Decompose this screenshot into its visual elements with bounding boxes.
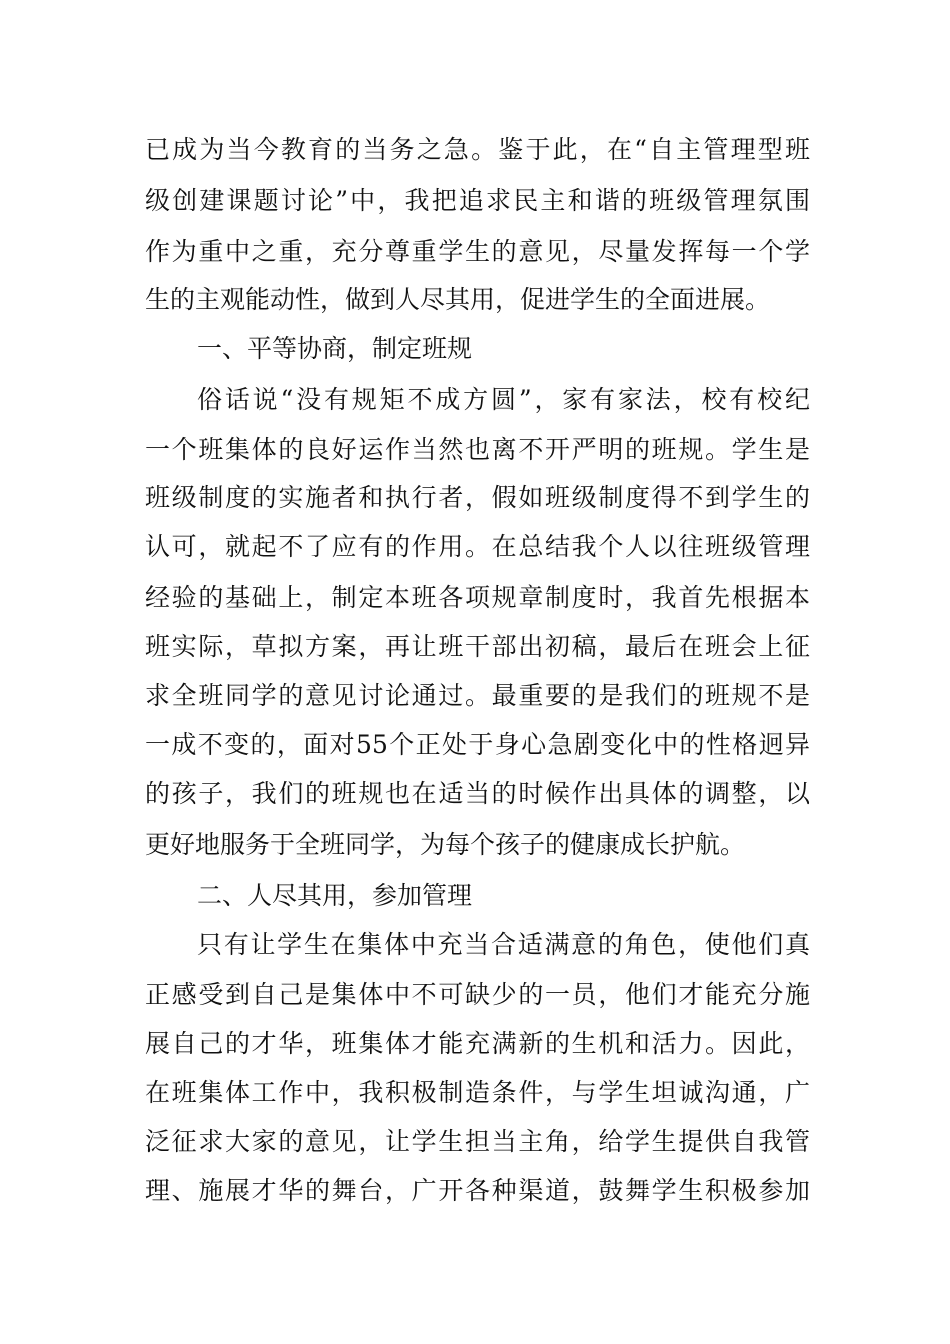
paragraph-line: 展自己的才华，班集体才能充满新的生机和活力。因此， bbox=[145, 1029, 810, 1058]
paragraph-line: 在班集体工作中，我积极制造条件，与学生坦诚沟通，广 bbox=[145, 1078, 810, 1107]
paragraph-line: 生的主观能动性，做到人尽其用，促进学生的全面进展。 bbox=[145, 285, 771, 314]
paragraph-line: 级创建课题讨论”中，我把追求民主和谐的班级管理氛围 bbox=[145, 186, 810, 215]
paragraph-line: 已成为当今教育的当务之急。鉴于此，在“自主管理型班 bbox=[145, 135, 810, 164]
paragraph-line: 泛征求大家的意见，让学生担当主角，给学生提供自我管 bbox=[145, 1127, 810, 1156]
paragraph-line: 的孩子，我们的班规也在适当的时候作出具体的调整，以 bbox=[145, 779, 810, 808]
paragraph-line: 只有让学生在集体中充当合适满意的角色，使他们真 bbox=[197, 930, 810, 959]
paragraph-line: 理、施展才华的舞台，广开各种渠道，鼓舞学生积极参加 bbox=[145, 1176, 810, 1205]
paragraph-line: 作为重中之重，充分尊重学生的意见，尽量发挥每一个学 bbox=[145, 237, 810, 266]
paragraph-line: 一个班集体的良好运作当然也离不开严明的班规。学生是 bbox=[145, 435, 810, 464]
paragraph-line: 班实际，草拟方案，再让班干部出初稿，最后在班会上征 bbox=[145, 632, 810, 661]
paragraph-line: 俗话说“没有规矩不成方圆”，家有家法，校有校纪 bbox=[197, 385, 810, 414]
paragraph-line: 正感受到自己是集体中不可缺少的一员，他们才能充分施 bbox=[145, 980, 810, 1009]
section-heading: 二、人尽其用，参加管理 bbox=[197, 881, 473, 910]
section-heading: 一、平等协商，制定班规 bbox=[197, 334, 473, 363]
paragraph-line: 班级制度的实施者和执行者，假如班级制度得不到学生的 bbox=[145, 483, 810, 512]
paragraph-line: 经验的基础上，制定本班各项规章制度时，我首先根据本 bbox=[145, 583, 810, 612]
paragraph-line: 认可，就起不了应有的作用。在总结我个人以往班级管理 bbox=[145, 532, 810, 561]
paragraph-line: 更好地服务于全班同学，为每个孩子的健康成长护航。 bbox=[145, 830, 746, 859]
paragraph-line: 一成不变的，面对55个正处于身心急剧变化中的性格迥异 bbox=[145, 730, 810, 759]
paragraph-line: 求全班同学的意见讨论通过。最重要的是我们的班规不是 bbox=[145, 681, 810, 710]
